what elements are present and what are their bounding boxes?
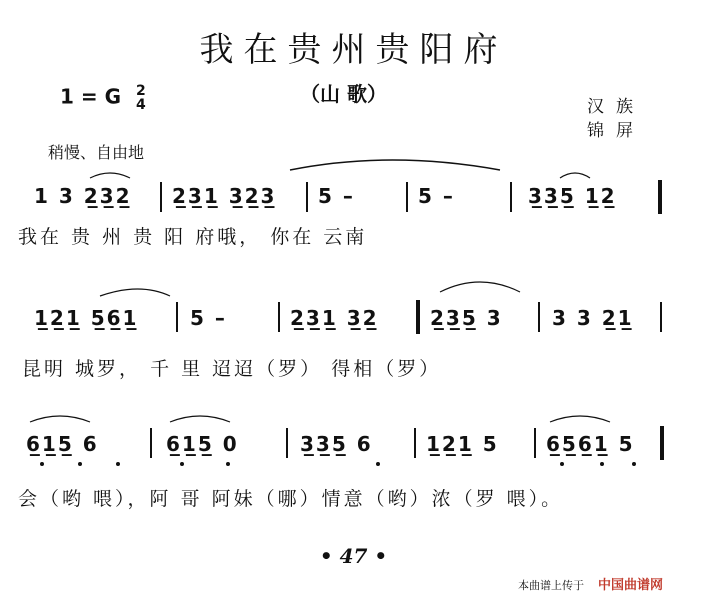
measure: 6̲1̲5̲ 0 [166,432,239,456]
measure: 2̲3̲5̲ 3 [430,306,503,330]
measure: 1 3 2̲3̲2̲ [34,184,132,208]
region-credit: 锦屏 [587,121,645,141]
site-logo: 中国曲谱网 [598,578,664,593]
octave-dot [40,462,44,466]
measure: 3 3 2̲1̲ [552,306,634,330]
lyrics-line: 会（哟 喂），阿 哥 阿妹（哪）情意（哟）浓（罗 喂）。 [18,488,564,510]
octave-dot [600,462,604,466]
ethnic-credit: 汉族 [587,97,645,117]
measure: 5 – [418,184,455,208]
measure: 1̲2̲1̲ 5 [426,432,499,456]
octave-dot [632,462,636,466]
octave-dot [180,462,184,466]
key-label: 1 = G [60,84,122,109]
measure: 2̲3̲1̲ 3̲2̲ [290,306,379,330]
measure: 1̲2̲1̲ 5̲6̲1̲ [34,306,139,330]
measure: 5 – [318,184,355,208]
octave-dot [560,462,564,466]
lyrics-line: 我在 贵 州 贵 阳 府哦， 你在 云南 [18,226,368,248]
octave-dot [226,462,230,466]
uploader-note: 本曲谱上传于 [518,579,584,592]
measure: 6̲5̲6̲1̲ 5 [546,432,635,456]
measure: 3̲3̲5̲ 6 [300,432,373,456]
octave-dot [78,462,82,466]
octave-dot [376,462,380,466]
genre-label: （山 歌） [300,82,387,106]
measure: 5 – [190,306,227,330]
meter-bottom: 4 [135,97,146,113]
meter-top: 2 [135,83,146,99]
page-number: • 47 • [319,544,388,568]
lyrics-line: 昆明 城罗， 千 里 迢迢（罗） 得相（罗） [22,358,442,380]
measure: 2̲3̲1̲ 3̲2̲3̲ [172,184,277,208]
measure: 6̲1̲5̲ 6 [26,432,99,456]
measure: 3̲3̲5̲ 1̲2̲ [528,184,617,208]
page-title: 我在贵州贵阳府 [199,30,508,70]
octave-dot [116,462,120,466]
tempo-marking: 稍慢、自由地 [48,143,145,162]
